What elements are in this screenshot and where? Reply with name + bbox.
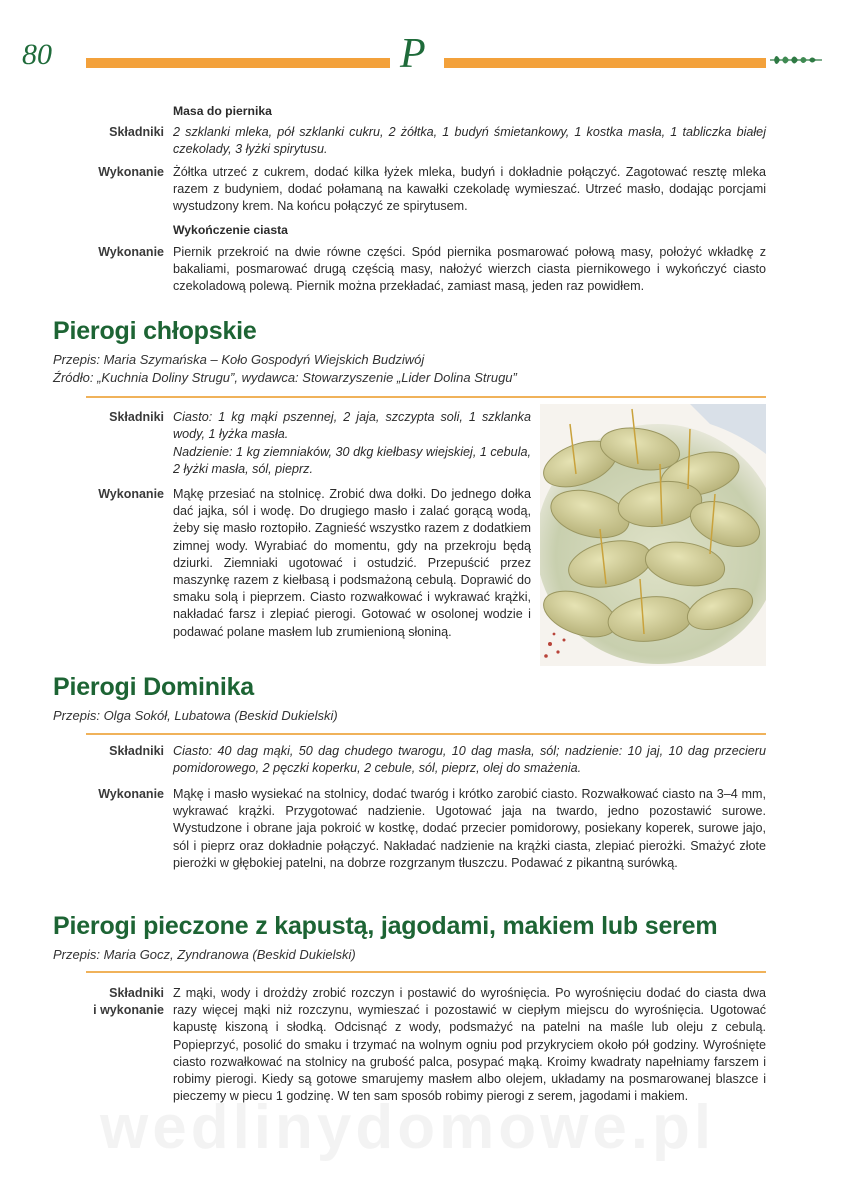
recipe-preparation: Mąkę przesiać na stolnicę. Zrobić dwa dołki. Do jednego dołka dać jajka, sól i wodę. Do drugiego masło i zalać gorącą wodą, żeby się masło roztopiło. Zagnieść wszystko razem z dodatkiem zimnej wody. Wyrabiać do momentu, gdy na przekroju będą dziurki. Ziemniaki ugotować i ostudzić. Przepuścić przez maszynkę razem z kiełbasą i podsmażoną cebulą. Doprawić do smaku solą i pieprzem. Ciasto rozwałkować i wykrawać krążki, nakładać farsz i zlepiać pierogi. Gotować w osolonej wodzie i podawać polane masłem lub zrumienioną słoniną. bbox=[173, 487, 531, 639]
recipe-source: Źródło: „Kuchnia Doliny Strugu”, wydawca: Stowarzyszenie „Lider Dolina Strugu” bbox=[53, 370, 517, 385]
header-bar-left bbox=[86, 58, 390, 68]
finish-preparation: Piernik przekroić na dwie równe części. Spód piernika posmarować połową masy, położyć wkładkę z bakaliami, posmarować drugą częścią masy, nałożyć wierzch ciasta piernikowego i wykończyć ciasto czekoladową polewą. Piernik można przekładać, zamiast masą, jeden raz powidłem. bbox=[173, 245, 766, 294]
leaf-ornament-icon bbox=[768, 50, 824, 70]
recipe-body: Z mąki, wody i drożdży zrobić rozczyn i postawić do wyrośnięcia. Po wyrośnięciu dodać do ciasta dwa razy więcej mąki niż rozczynu, wymieszać i pozostawić w ciepłym miejscu do wyrośnięcia. Ugotować kapustę kiszoną i słodką. Odcisnąć z wody, podsmażyć na patelni na maśle lub oleju z cebulą. Popieprzyć, posolić do smaku i trzymać na wolnym ogniu pod przykryciem około pół godziny. Wyrośnięte ciasto rozwałkować na stolnicy na grubość palca, posypać mąką. Kroimy kwadraty napełniamy farszem i robimy pierogi. Kiedy są gotowe smarujemy masłem albo olejem, układamy na posmarowanej blaszce i pieczemy w piecu 1 godzinę. W ten sam sposób robimy pierogi z serem, jagodami i makiem. bbox=[173, 986, 766, 1104]
section-letter: P bbox=[400, 31, 426, 77]
recipe-author: Przepis: Maria Szymańska – Koło Gospodyń Wiejskich Budziwój bbox=[53, 352, 425, 367]
recipe-ingredients-filling: Nadzienie: 1 kg ziemniaków, 30 dkg kiełbasy wiejskiej, 1 cebula, 2 łyżki masła, sól, pieprz. bbox=[173, 445, 531, 477]
mass-preparation: Żółtka utrzeć z cukrem, dodać kilka łyżek mleka, budyń i dokładnie połączyć. Zagotować resztę mleka razem z budyniem, dodać połamaną na kawałki czekoladę wymieszać. Utrzeć masło, dodając porcjami wystudzony krem. Na końcu połączyć ze spirytusem. bbox=[173, 165, 766, 214]
recipe-author: Przepis: Maria Gocz, Zyndranowa (Beskid Dukielski) bbox=[53, 947, 356, 962]
section-divider bbox=[86, 971, 766, 973]
preparation-label: i wykonanie bbox=[93, 1003, 164, 1017]
recipe-author: Przepis: Olga Sokół, Lubatowa (Beskid Dukielski) bbox=[53, 708, 338, 723]
header-bar-right bbox=[444, 58, 766, 68]
recipe-title: Pierogi Dominika bbox=[53, 673, 255, 701]
recipe-ingredients: Ciasto: 40 dag mąki, 50 dag chudego twarogu, 10 dag masła, sól; nadzienie: 10 jaj, 10 dag przecieru pomidorowego, 2 pęczki koperku, 2 cebule, sól, pieprz, olej do smażenia. bbox=[173, 744, 766, 776]
ingredients-label: Składniki bbox=[109, 744, 164, 758]
preparation-label: Wykonanie bbox=[98, 787, 164, 801]
mass-heading: Masa do piernika bbox=[173, 104, 272, 118]
mass-ingredients: 2 szklanki mleka, pół szklanki cukru, 2 żółtka, 1 budyń śmietankowy, 1 kostka masła, 1 tabliczka białej czekolady, 3 łyżki spirytusu. bbox=[173, 125, 766, 157]
preparation-label: Wykonanie bbox=[98, 245, 164, 259]
page-number: 80 bbox=[22, 38, 52, 71]
section-divider bbox=[86, 733, 766, 735]
finish-heading: Wykończenie ciasta bbox=[173, 223, 288, 237]
ingredients-label: Składniki bbox=[109, 125, 164, 139]
recipe-title: Pierogi pieczone z kapustą, jagodami, makiem lub serem bbox=[53, 912, 718, 940]
ingredients-label: Składniki bbox=[109, 986, 164, 1000]
recipe-ingredients-dough: Ciasto: 1 kg mąki pszennej, 2 jaja, szczypta soli, 1 szklanka wody, 1 łyżka masła. bbox=[173, 410, 531, 442]
watermark bbox=[100, 1092, 715, 1163]
recipe-title: Pierogi chłopskie bbox=[53, 317, 257, 345]
preparation-label: Wykonanie bbox=[98, 165, 164, 179]
recipe-preparation: Mąkę i masło wysiekać na stolnicy, dodać twaróg i krótko zarobić ciasto. Rozwałkować ciasto na 3–4 mm, wykrawać krążki. Przygotować nadzienie. Ugotować jaja na twardo, jedno pozostawić surowe. Wystudzone i obrane jaja pokroić w kostkę, dodać przecier pomidorowy, posiekany koperek, surowe jajo, sól i pieprz oraz dokładnie połączyć. Nakładać nadzienie na krążki ciasta, zlepiać pierożki. Smażyć złote pierożki w głębokiej patelni, na dobrze rozgrzanym tłuszczu. Podawać z pikantną surówką. bbox=[173, 787, 766, 870]
pierogi-photo bbox=[540, 404, 766, 666]
preparation-label: Wykonanie bbox=[98, 487, 164, 501]
section-divider bbox=[86, 396, 766, 398]
ingredients-label: Składniki bbox=[109, 410, 164, 424]
